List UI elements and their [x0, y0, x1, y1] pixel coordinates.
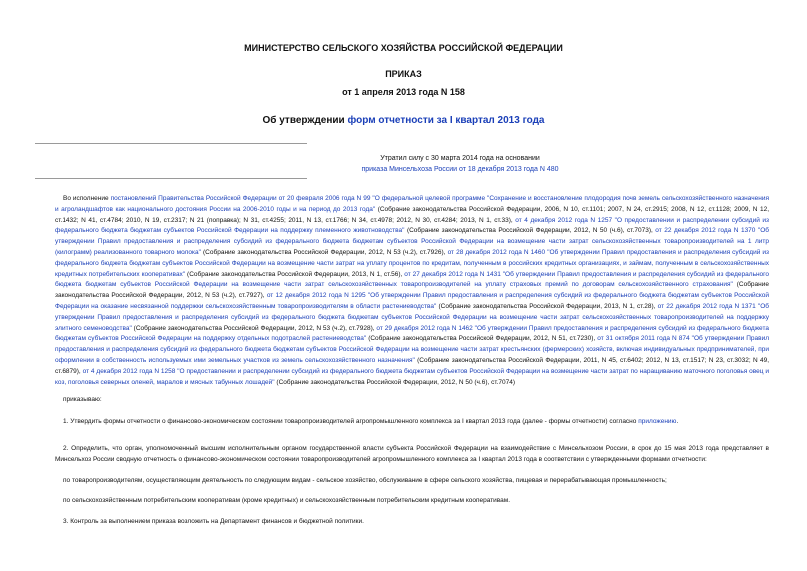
legal-reference-link[interactable]: от 27 декабря 2012 года N 1431 "Об утверждении Правил предоставления и распределения субсидий из федерального бюджета бюджетам субъектов Российской Федерации на возмещение части затрат сельскохозяйственных товаропроизводителей на уплату страховых премий по договорам сельскохозяйственного страхования" — [55, 270, 770, 289]
preamble-text: (Собрание законодательства Российской Федерации, 2012, N 50 (ч.6), ст.7074) — [274, 378, 516, 386]
legal-reference-link[interactable]: постановлений Правительства Российской Федерации от 20 февраля 2006 года N 99 "О федеральной целевой программе "Сохранение и восстановление плодородия почв земель сельскохозяйственного назначения и агроландшафтов как национального достояния России на 2006-2010 годы и на период до 2013 года" — [55, 195, 769, 213]
status-repeal-link[interactable]: приказа Минсельхоза России от 18 декабря 2013 года N 480 — [361, 166, 559, 173]
legal-reference-link[interactable]: от 31 октября 2011 года N 874 "Об утверждении Правил предоставления и распределения субсидий из федерального бюджета бюджетам субъектов Российской Федерации на возмещение части затрат крестьянских (фермерских) хозяйств, включая индивидуальных предпринимателей, при оформлении в собственность используемых ими земельных участков из земель сельскохозяйственного назначения" — [55, 335, 770, 364]
legal-reference-link[interactable]: от 4 декабря 2012 года N 1258 "О предоставлении и распределении субсидий из федерального бюджета бюджетам субъектов Российской Федерации на возмещение части затрат по наращиванию маточного поголовья овец и коз, поголовья северных оленей, маралов и мясных табунных лошадей" — [55, 367, 769, 386]
order-item-2a: по товаропроизводителям, осуществляющим деятельность по следующим видам - сельское хозяйство, обслуживание в сфере сельского хозяйства, пищевая и перерабатывающая промышленность; — [63, 476, 667, 484]
status-line-1: Утратил силу с 30 марта 2014 года на основании — [380, 155, 540, 162]
preamble-text: (Собрание законодательства Российской Федерации, 2013, N 1, ст.56), — [185, 270, 405, 278]
legal-reference-link[interactable]: от 12 декабря 2012 года N 1295 "Об утверждении Правил предоставления и распределения субсидий из федерального бюджета бюджетам субъектов Российской Федерации на оказание несвязанной поддержки сельскохозяйственным товаропроизводителям в области растениеводства" — [55, 292, 770, 310]
preamble-text: (Собрание законодательства Российской Федерации, 2012, N 51, ст.7230), — [366, 335, 598, 343]
legal-reference-link[interactable]: от 22 декабря 2012 года N 1371 "Об утверждении Правил предоставления и распределения субсидий из федерального бюджета бюджетам субъектов Российской Федерации на возмещение части затрат сельскохозяйственных товаропроизводителей на поддержку элитного семеноводства" — [55, 302, 769, 332]
appendix-link[interactable]: приложению — [638, 418, 677, 426]
date-number-heading: от 1 апреля 2013 года N 158 — [342, 87, 465, 97]
order-item-1-text: 1. Утвердить формы отчетности о финансово-экономическом состоянии товаропроизводителей агропромышленного комплекса за I квартал 2013 года (далее - формы отчетности) согласно — [63, 418, 639, 426]
status-note — [320, 153, 600, 175]
divider-bottom — [35, 178, 307, 179]
preamble-text: (Собрание законодательства Российской Федерации, 2012, N 53 (ч.2), ст.7927), — [55, 281, 769, 300]
ministry-heading: МИНИСТЕРСТВО СЕЛЬСКОГО ХОЗЯЙСТВА РОССИЙСКОЙ ФЕДЕРАЦИИ — [244, 43, 563, 53]
legal-reference-link[interactable]: от 22 декабря 2012 года N 1370 "Об утверждении Правил предоставления и распределения субсидий из федерального бюджета бюджетам субъектов Российской Федерации на возмещение части затрат сельскохозяйственных товаропроизводителей на 1 литр (килограмм) реализованного товарного молока" — [55, 227, 769, 256]
preamble-paragraph — [55, 194, 769, 388]
order-item-1-end: . — [676, 418, 679, 426]
prikazyvayu-text: приказываю: — [63, 396, 102, 404]
preamble-text: (Собрание законодательства Российской Федерации, 2006, N 10, ст.1101; 2007, N 24, ст.2915; 2008, N 12, ст.1128; 2009, N 12, ст.1432; N 41, ст.4784; 2010, N 19, ст.2317; N 21 (поправка); N 31, ст.4255; 2011, N 13, ст.1766; N 34, ст.4978; 2012, N 30, ст.4284; 2013, N 1, ст.33), — [55, 205, 769, 224]
document-title — [0, 115, 807, 126]
order-item-2: 2. Определить, что орган, уполномоченный высшим исполнительным органом государственной власти субъекта Российской Федерации на взаимодействие с Минсельхозом России, в срок до 15 мая 2013 года представляет в Минсельхоз России сводную отчетность о финансово-экономическом состоянии товаропроизводителей агропромышленного комплекса за I квартал 2013 года в соответствии с утвержденными формами отчетности: — [55, 444, 769, 463]
preamble-text: (Собрание законодательства Российской Федерации, 2012, N 53 (ч.2), ст.7928), — [131, 324, 377, 332]
preamble-text: (Собрание законодательства Российской Федерации, 2012, N 50 (ч.6), ст.7073), — [404, 227, 656, 235]
legal-reference-link[interactable]: от 4 декабря 2012 года N 1257 "О предоставлении и распределении субсидий из федерального бюджета бюджетам субъектов Российской Федерации на поддержку племенного животноводства" — [55, 216, 769, 235]
preamble-text: Во исполнение — [63, 195, 111, 202]
order-item-2b: по сельскохозяйственным потребительским кооперативам (кроме кредитных) и сельскохозяйственным потребительским кредитным кооперативам. — [63, 497, 511, 505]
preamble-text: (Собрание законодательства Российской Федерации, 2013, N 1, ст.28), — [436, 302, 658, 310]
order-item-3: 3. Контроль за выполнением приказа возложить на Департамент финансов и бюджетной политики. — [63, 518, 364, 526]
preamble-text: (Собрание законодательства Российской Федерации, 2012, N 53 (ч.2), ст.7926), — [200, 248, 448, 256]
title-link[interactable]: форм отчетности за I квартал 2013 года — [347, 115, 545, 126]
doc-type-heading: ПРИКАЗ — [385, 69, 422, 79]
preamble-text: (Собрание законодательства Российской Федерации, 2011, N 45, ст.6402; 2012, N 13, ст.1517; N 23, ст.3032; N 49, ст.6879), — [55, 356, 770, 375]
title-prefix: Об утверждении — [262, 115, 348, 126]
divider-top — [35, 143, 307, 144]
document-body — [55, 194, 769, 528]
order-item-1 — [55, 417, 769, 428]
legal-reference-link[interactable]: от 29 декабря 2012 года N 1462 "Об утверждении Правил предоставления и распределения субсидий из федерального бюджета бюджетам субъектов Российской Федерации на поддержку отдельных подотраслей растениеводства" — [55, 324, 769, 343]
legal-reference-link[interactable]: от 28 декабря 2012 года N 1460 "Об утверждении Правил предоставления и распределения субсидий из федерального бюджета бюджетам субъектов Российской Федерации на возмещение части затрат на уплату процентов по кредитам, полученным в российских кредитных организациях, и займам, полученным в сельскохозяйственных кредитных потребительских кооперативах" — [55, 248, 770, 278]
